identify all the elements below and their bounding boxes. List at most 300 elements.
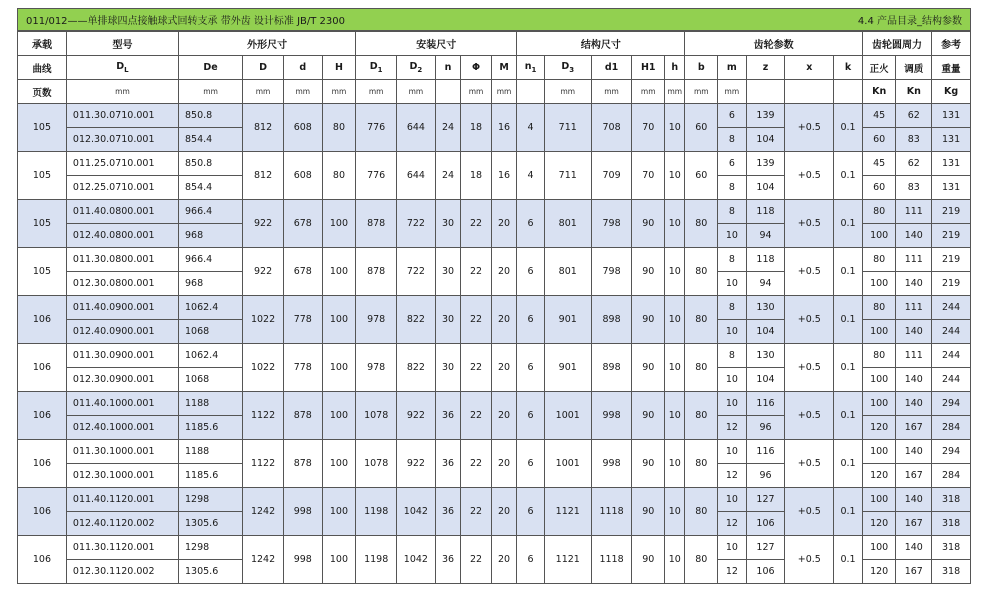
cell-D2: 644: [397, 104, 436, 152]
cell-n: 30: [435, 248, 460, 296]
cell-weight: 284: [932, 464, 971, 488]
cell-b: 80: [685, 248, 718, 296]
cell-page: 106: [18, 536, 67, 584]
table-row: [18, 296, 971, 320]
column-unit-19: [785, 80, 834, 104]
cell-model: 012.30.1000.001: [66, 464, 178, 488]
cell-k: 0.1: [834, 344, 863, 392]
cell-tiaozhi: 83: [896, 128, 932, 152]
cell-n1: 6: [517, 440, 545, 488]
cell-De: 1062.4: [179, 296, 243, 320]
cell-zhenghuo: 45: [862, 104, 896, 128]
cell-H1: 90: [632, 344, 665, 392]
cell-tiaozhi: 140: [896, 368, 932, 392]
cell-H: 80: [322, 104, 356, 152]
cell-D3: 711: [544, 152, 591, 200]
cell-d: 878: [283, 440, 322, 488]
column-unit-15: mm: [665, 80, 685, 104]
cell-weight: 244: [932, 344, 971, 368]
cell-k: 0.1: [834, 200, 863, 248]
cell-tiaozhi: 111: [896, 296, 932, 320]
cell-m: 10: [718, 320, 747, 344]
group-header-reference: 参考: [932, 32, 971, 56]
column-unit-13: mm: [591, 80, 632, 104]
cell-z: 106: [746, 560, 785, 584]
cell-zhenghuo: 120: [862, 560, 896, 584]
cell-De: 968: [179, 224, 243, 248]
cell-D3: 801: [544, 200, 591, 248]
cell-k: 0.1: [834, 104, 863, 152]
column-label-18: z: [746, 56, 785, 80]
cell-D2: 822: [397, 344, 436, 392]
column-label-5: H: [322, 56, 356, 80]
cell-D: 1022: [243, 296, 284, 344]
cell-m: 10: [718, 440, 747, 464]
group-header-load-sub: 曲线: [18, 56, 67, 80]
cell-D3: 711: [544, 104, 591, 152]
column-unit-9: mm: [461, 80, 492, 104]
cell-z: 139: [746, 152, 785, 176]
cell-page: 105: [18, 200, 67, 248]
cell-tiaozhi: 167: [896, 560, 932, 584]
column-label-subscript: 1: [377, 65, 383, 74]
cell-m: 12: [718, 512, 747, 536]
cell-n: 36: [435, 536, 460, 584]
cell-b: 80: [685, 296, 718, 344]
cell-m: 12: [718, 416, 747, 440]
cell-zhenghuo: 100: [862, 488, 896, 512]
cell-zhenghuo: 80: [862, 344, 896, 368]
cell-m: 8: [718, 128, 747, 152]
cell-z: 139: [746, 104, 785, 128]
cell-n: 30: [435, 200, 460, 248]
title-bar: [17, 8, 971, 31]
cell-x: +0.5: [785, 440, 834, 488]
table-row: [18, 392, 971, 416]
cell-n1: 4: [517, 104, 545, 152]
group-header-load: 承载: [18, 32, 67, 56]
cell-zhenghuo: 100: [862, 392, 896, 416]
column-label-21: 正火: [862, 56, 896, 80]
cell-n1: 6: [517, 248, 545, 296]
cell-phi: 18: [461, 104, 492, 152]
cell-zhenghuo: 80: [862, 296, 896, 320]
cell-De: 1298: [179, 488, 243, 512]
column-unit-1: mm: [66, 80, 178, 104]
cell-page: 106: [18, 296, 67, 344]
cell-D3: 901: [544, 344, 591, 392]
cell-De: 1068: [179, 368, 243, 392]
cell-zhenghuo: 100: [862, 224, 896, 248]
cell-d1: 1118: [591, 488, 632, 536]
cell-D: 1022: [243, 344, 284, 392]
cell-D1: 878: [356, 200, 397, 248]
cell-b: 80: [685, 200, 718, 248]
cell-De: 968: [179, 272, 243, 296]
column-label-1: $D_L$: [66, 56, 178, 80]
cell-z: 96: [746, 416, 785, 440]
cell-z: 104: [746, 128, 785, 152]
cell-z: 104: [746, 368, 785, 392]
cell-D1: 1198: [356, 536, 397, 584]
cell-De: 1298: [179, 536, 243, 560]
table-row: [18, 200, 971, 224]
cell-zhenghuo: 80: [862, 248, 896, 272]
cell-D: 922: [243, 248, 284, 296]
column-label-20: k: [834, 56, 863, 80]
column-label-15: h: [665, 56, 685, 80]
column-label-16: b: [685, 56, 718, 80]
cell-D1: 978: [356, 296, 397, 344]
cell-tiaozhi: 111: [896, 248, 932, 272]
cell-De: 854.4: [179, 128, 243, 152]
header-row-units: [18, 80, 971, 104]
cell-tiaozhi: 140: [896, 440, 932, 464]
cell-x: +0.5: [785, 488, 834, 536]
cell-n: 36: [435, 392, 460, 440]
cell-h: 10: [665, 152, 685, 200]
cell-k: 0.1: [834, 488, 863, 536]
table-row: [18, 440, 971, 464]
cell-phi: 22: [461, 392, 492, 440]
cell-tiaozhi: 167: [896, 464, 932, 488]
cell-D2: 722: [397, 248, 436, 296]
cell-model: 012.30.0710.001: [66, 128, 178, 152]
cell-page: 106: [18, 440, 67, 488]
column-unit-8: [435, 80, 460, 104]
column-unit-16: mm: [685, 80, 718, 104]
cell-z: 96: [746, 464, 785, 488]
cell-D1: 776: [356, 152, 397, 200]
cell-model: 011.40.1120.001: [66, 488, 178, 512]
cell-D: 812: [243, 104, 284, 152]
cell-H: 100: [322, 392, 356, 440]
cell-H: 100: [322, 344, 356, 392]
cell-m: 6: [718, 152, 747, 176]
cell-n: 30: [435, 296, 460, 344]
cell-D1: 1198: [356, 488, 397, 536]
cell-d: 998: [283, 488, 322, 536]
cell-model: 012.25.0710.001: [66, 176, 178, 200]
column-label-17: m: [718, 56, 747, 80]
column-unit-6: mm: [356, 80, 397, 104]
cell-phi: 22: [461, 200, 492, 248]
cell-z: 127: [746, 488, 785, 512]
cell-D3: 901: [544, 296, 591, 344]
column-label-7: $D_2$: [397, 56, 436, 80]
cell-zhenghuo: 120: [862, 464, 896, 488]
cell-H: 100: [322, 248, 356, 296]
cell-phi: 22: [461, 296, 492, 344]
cell-d: 878: [283, 392, 322, 440]
cell-H: 100: [322, 200, 356, 248]
cell-weight: 244: [932, 296, 971, 320]
column-unit-0: 页数: [18, 80, 67, 104]
cell-x: +0.5: [785, 344, 834, 392]
cell-D2: 922: [397, 392, 436, 440]
cell-m: 10: [718, 488, 747, 512]
cell-d1: 998: [591, 440, 632, 488]
cell-weight: 131: [932, 104, 971, 128]
cell-d1: 898: [591, 344, 632, 392]
cell-De: 1305.6: [179, 512, 243, 536]
cell-zhenghuo: 100: [862, 368, 896, 392]
cell-D2: 922: [397, 440, 436, 488]
cell-weight: 294: [932, 392, 971, 416]
cell-z: 116: [746, 392, 785, 416]
cell-z: 104: [746, 320, 785, 344]
cell-phi: 22: [461, 440, 492, 488]
cell-H1: 90: [632, 296, 665, 344]
cell-k: 0.1: [834, 392, 863, 440]
cell-m: 6: [718, 104, 747, 128]
cell-D2: 1042: [397, 488, 436, 536]
cell-zhenghuo: 60: [862, 176, 896, 200]
cell-D1: 878: [356, 248, 397, 296]
cell-D3: 1001: [544, 392, 591, 440]
cell-D: 1122: [243, 392, 284, 440]
cell-tiaozhi: 111: [896, 200, 932, 224]
cell-H1: 70: [632, 152, 665, 200]
cell-h: 10: [665, 392, 685, 440]
cell-zhenghuo: 120: [862, 416, 896, 440]
cell-weight: 284: [932, 416, 971, 440]
cell-n: 24: [435, 104, 460, 152]
cell-model: 012.30.1120.002: [66, 560, 178, 584]
group-header-tooth-force: 齿轮圆周力: [862, 32, 931, 56]
cell-H1: 90: [632, 200, 665, 248]
cell-model: 012.40.0800.001: [66, 224, 178, 248]
cell-n1: 6: [517, 296, 545, 344]
cell-M: 20: [491, 248, 517, 296]
cell-model: 011.30.0710.001: [66, 104, 178, 128]
cell-x: +0.5: [785, 296, 834, 344]
cell-zhenghuo: 100: [862, 536, 896, 560]
cell-model: 011.25.0710.001: [66, 152, 178, 176]
cell-De: 1185.6: [179, 416, 243, 440]
cell-D3: 1121: [544, 536, 591, 584]
cell-weight: 131: [932, 128, 971, 152]
column-unit-11: [517, 80, 545, 104]
cell-model: 012.30.0900.001: [66, 368, 178, 392]
cell-tiaozhi: 140: [896, 224, 932, 248]
cell-b: 80: [685, 392, 718, 440]
cell-weight: 131: [932, 152, 971, 176]
cell-model: 011.30.1000.001: [66, 440, 178, 464]
cell-tiaozhi: 62: [896, 104, 932, 128]
cell-h: 10: [665, 200, 685, 248]
group-header-reference-sub: 重量: [932, 56, 971, 80]
cell-H1: 90: [632, 536, 665, 584]
column-unit-21: Kn: [862, 80, 896, 104]
column-label-subscript: 2: [417, 65, 423, 74]
column-unit-23: Kg: [932, 80, 971, 104]
cell-M: 20: [491, 344, 517, 392]
cell-d1: 998: [591, 392, 632, 440]
cell-x: +0.5: [785, 248, 834, 296]
cell-H: 80: [322, 152, 356, 200]
cell-M: 20: [491, 200, 517, 248]
cell-z: 130: [746, 344, 785, 368]
cell-z: 94: [746, 224, 785, 248]
cell-H: 100: [322, 488, 356, 536]
cell-model: 012.40.1000.001: [66, 416, 178, 440]
cell-k: 0.1: [834, 536, 863, 584]
column-label-11: $n_1$: [517, 56, 545, 80]
column-label-subscript: L: [124, 65, 129, 74]
cell-m: 10: [718, 368, 747, 392]
cell-M: 16: [491, 104, 517, 152]
cell-m: 8: [718, 344, 747, 368]
cell-z: 104: [746, 176, 785, 200]
cell-k: 0.1: [834, 440, 863, 488]
cell-D: 1122: [243, 440, 284, 488]
column-unit-3: mm: [243, 80, 284, 104]
cell-d: 608: [283, 104, 322, 152]
cell-D1: 1078: [356, 440, 397, 488]
cell-n1: 6: [517, 392, 545, 440]
table-row: [18, 104, 971, 128]
cell-De: 1188: [179, 440, 243, 464]
cell-page: 105: [18, 248, 67, 296]
cell-D2: 722: [397, 200, 436, 248]
cell-H1: 70: [632, 104, 665, 152]
cell-x: +0.5: [785, 392, 834, 440]
cell-De: 966.4: [179, 200, 243, 224]
cell-n1: 6: [517, 536, 545, 584]
cell-De: 1068: [179, 320, 243, 344]
cell-phi: 22: [461, 248, 492, 296]
column-unit-5: mm: [322, 80, 356, 104]
cell-b: 80: [685, 344, 718, 392]
cell-n: 24: [435, 152, 460, 200]
cell-zhenghuo: 100: [862, 320, 896, 344]
cell-tiaozhi: 140: [896, 536, 932, 560]
cell-model: 012.40.1120.002: [66, 512, 178, 536]
cell-De: 1188: [179, 392, 243, 416]
column-unit-10: mm: [491, 80, 517, 104]
cell-model: 011.30.0800.001: [66, 248, 178, 272]
cell-H: 100: [322, 296, 356, 344]
cell-n: 30: [435, 344, 460, 392]
column-label-subscript: 3: [569, 65, 575, 74]
cell-D: 1242: [243, 536, 284, 584]
cell-d1: 709: [591, 152, 632, 200]
table-row: [18, 488, 971, 512]
cell-d: 678: [283, 248, 322, 296]
cell-phi: 22: [461, 536, 492, 584]
cell-h: 10: [665, 344, 685, 392]
group-header-mounting: 安装尺寸: [356, 32, 517, 56]
group-header-outline: 外形尺寸: [179, 32, 356, 56]
cell-M: 20: [491, 392, 517, 440]
column-unit-12: mm: [544, 80, 591, 104]
group-header-model: 型号: [66, 32, 178, 56]
cell-page: 106: [18, 344, 67, 392]
cell-z: 130: [746, 296, 785, 320]
cell-weight: 294: [932, 440, 971, 464]
cell-z: 118: [746, 200, 785, 224]
cell-phi: 18: [461, 152, 492, 200]
column-label-14: H1: [632, 56, 665, 80]
cell-x: +0.5: [785, 152, 834, 200]
cell-zhenghuo: 80: [862, 200, 896, 224]
cell-d1: 898: [591, 296, 632, 344]
cell-n1: 4: [517, 152, 545, 200]
cell-tiaozhi: 62: [896, 152, 932, 176]
cell-b: 60: [685, 104, 718, 152]
cell-H1: 90: [632, 248, 665, 296]
cell-m: 10: [718, 272, 747, 296]
cell-n: 36: [435, 440, 460, 488]
cell-H: 100: [322, 536, 356, 584]
cell-D1: 978: [356, 344, 397, 392]
column-label-2: De: [179, 56, 243, 80]
cell-m: 8: [718, 248, 747, 272]
cell-b: 80: [685, 440, 718, 488]
cell-D3: 1121: [544, 488, 591, 536]
column-label-9: Φ: [461, 56, 492, 80]
cell-m: 8: [718, 200, 747, 224]
column-unit-4: mm: [283, 80, 322, 104]
cell-tiaozhi: 140: [896, 320, 932, 344]
cell-zhenghuo: 60: [862, 128, 896, 152]
cell-z: 94: [746, 272, 785, 296]
cell-z: 127: [746, 536, 785, 560]
cell-zhenghuo: 120: [862, 512, 896, 536]
cell-h: 10: [665, 104, 685, 152]
cell-d1: 708: [591, 104, 632, 152]
header-row-groups: [18, 32, 971, 56]
section-title: 4.4 产品目录_结构参数: [857, 16, 962, 27]
cell-weight: 219: [932, 200, 971, 224]
column-label-3: D: [243, 56, 284, 80]
cell-De: 1062.4: [179, 344, 243, 368]
cell-D1: 776: [356, 104, 397, 152]
cell-De: 1185.6: [179, 464, 243, 488]
cell-x: +0.5: [785, 104, 834, 152]
cell-weight: 244: [932, 368, 971, 392]
column-label-22: 调质: [896, 56, 932, 80]
column-label-13: d1: [591, 56, 632, 80]
cell-tiaozhi: 140: [896, 488, 932, 512]
cell-D2: 822: [397, 296, 436, 344]
cell-M: 20: [491, 536, 517, 584]
cell-model: 011.40.1000.001: [66, 392, 178, 416]
cell-weight: 131: [932, 176, 971, 200]
cell-model: 012.30.0800.001: [66, 272, 178, 296]
cell-z: 118: [746, 248, 785, 272]
cell-D: 812: [243, 152, 284, 200]
cell-x: +0.5: [785, 200, 834, 248]
cell-weight: 318: [932, 560, 971, 584]
column-unit-22: Kn: [896, 80, 932, 104]
cell-z: 106: [746, 512, 785, 536]
cell-z: 116: [746, 440, 785, 464]
cell-M: 20: [491, 296, 517, 344]
sheet-title: 011/012——单排球四点接触球式回转支承 带外齿 设计标准 JB/T 2300: [26, 16, 345, 27]
cell-h: 10: [665, 536, 685, 584]
cell-d: 998: [283, 536, 322, 584]
column-label-subscript: 1: [531, 65, 537, 74]
column-label-19: x: [785, 56, 834, 80]
cell-m: 8: [718, 296, 747, 320]
group-header-structure: 结构尺寸: [517, 32, 685, 56]
cell-m: 8: [718, 176, 747, 200]
column-label-12: $D_3$: [544, 56, 591, 80]
cell-d: 678: [283, 200, 322, 248]
cell-model: 011.40.0800.001: [66, 200, 178, 224]
